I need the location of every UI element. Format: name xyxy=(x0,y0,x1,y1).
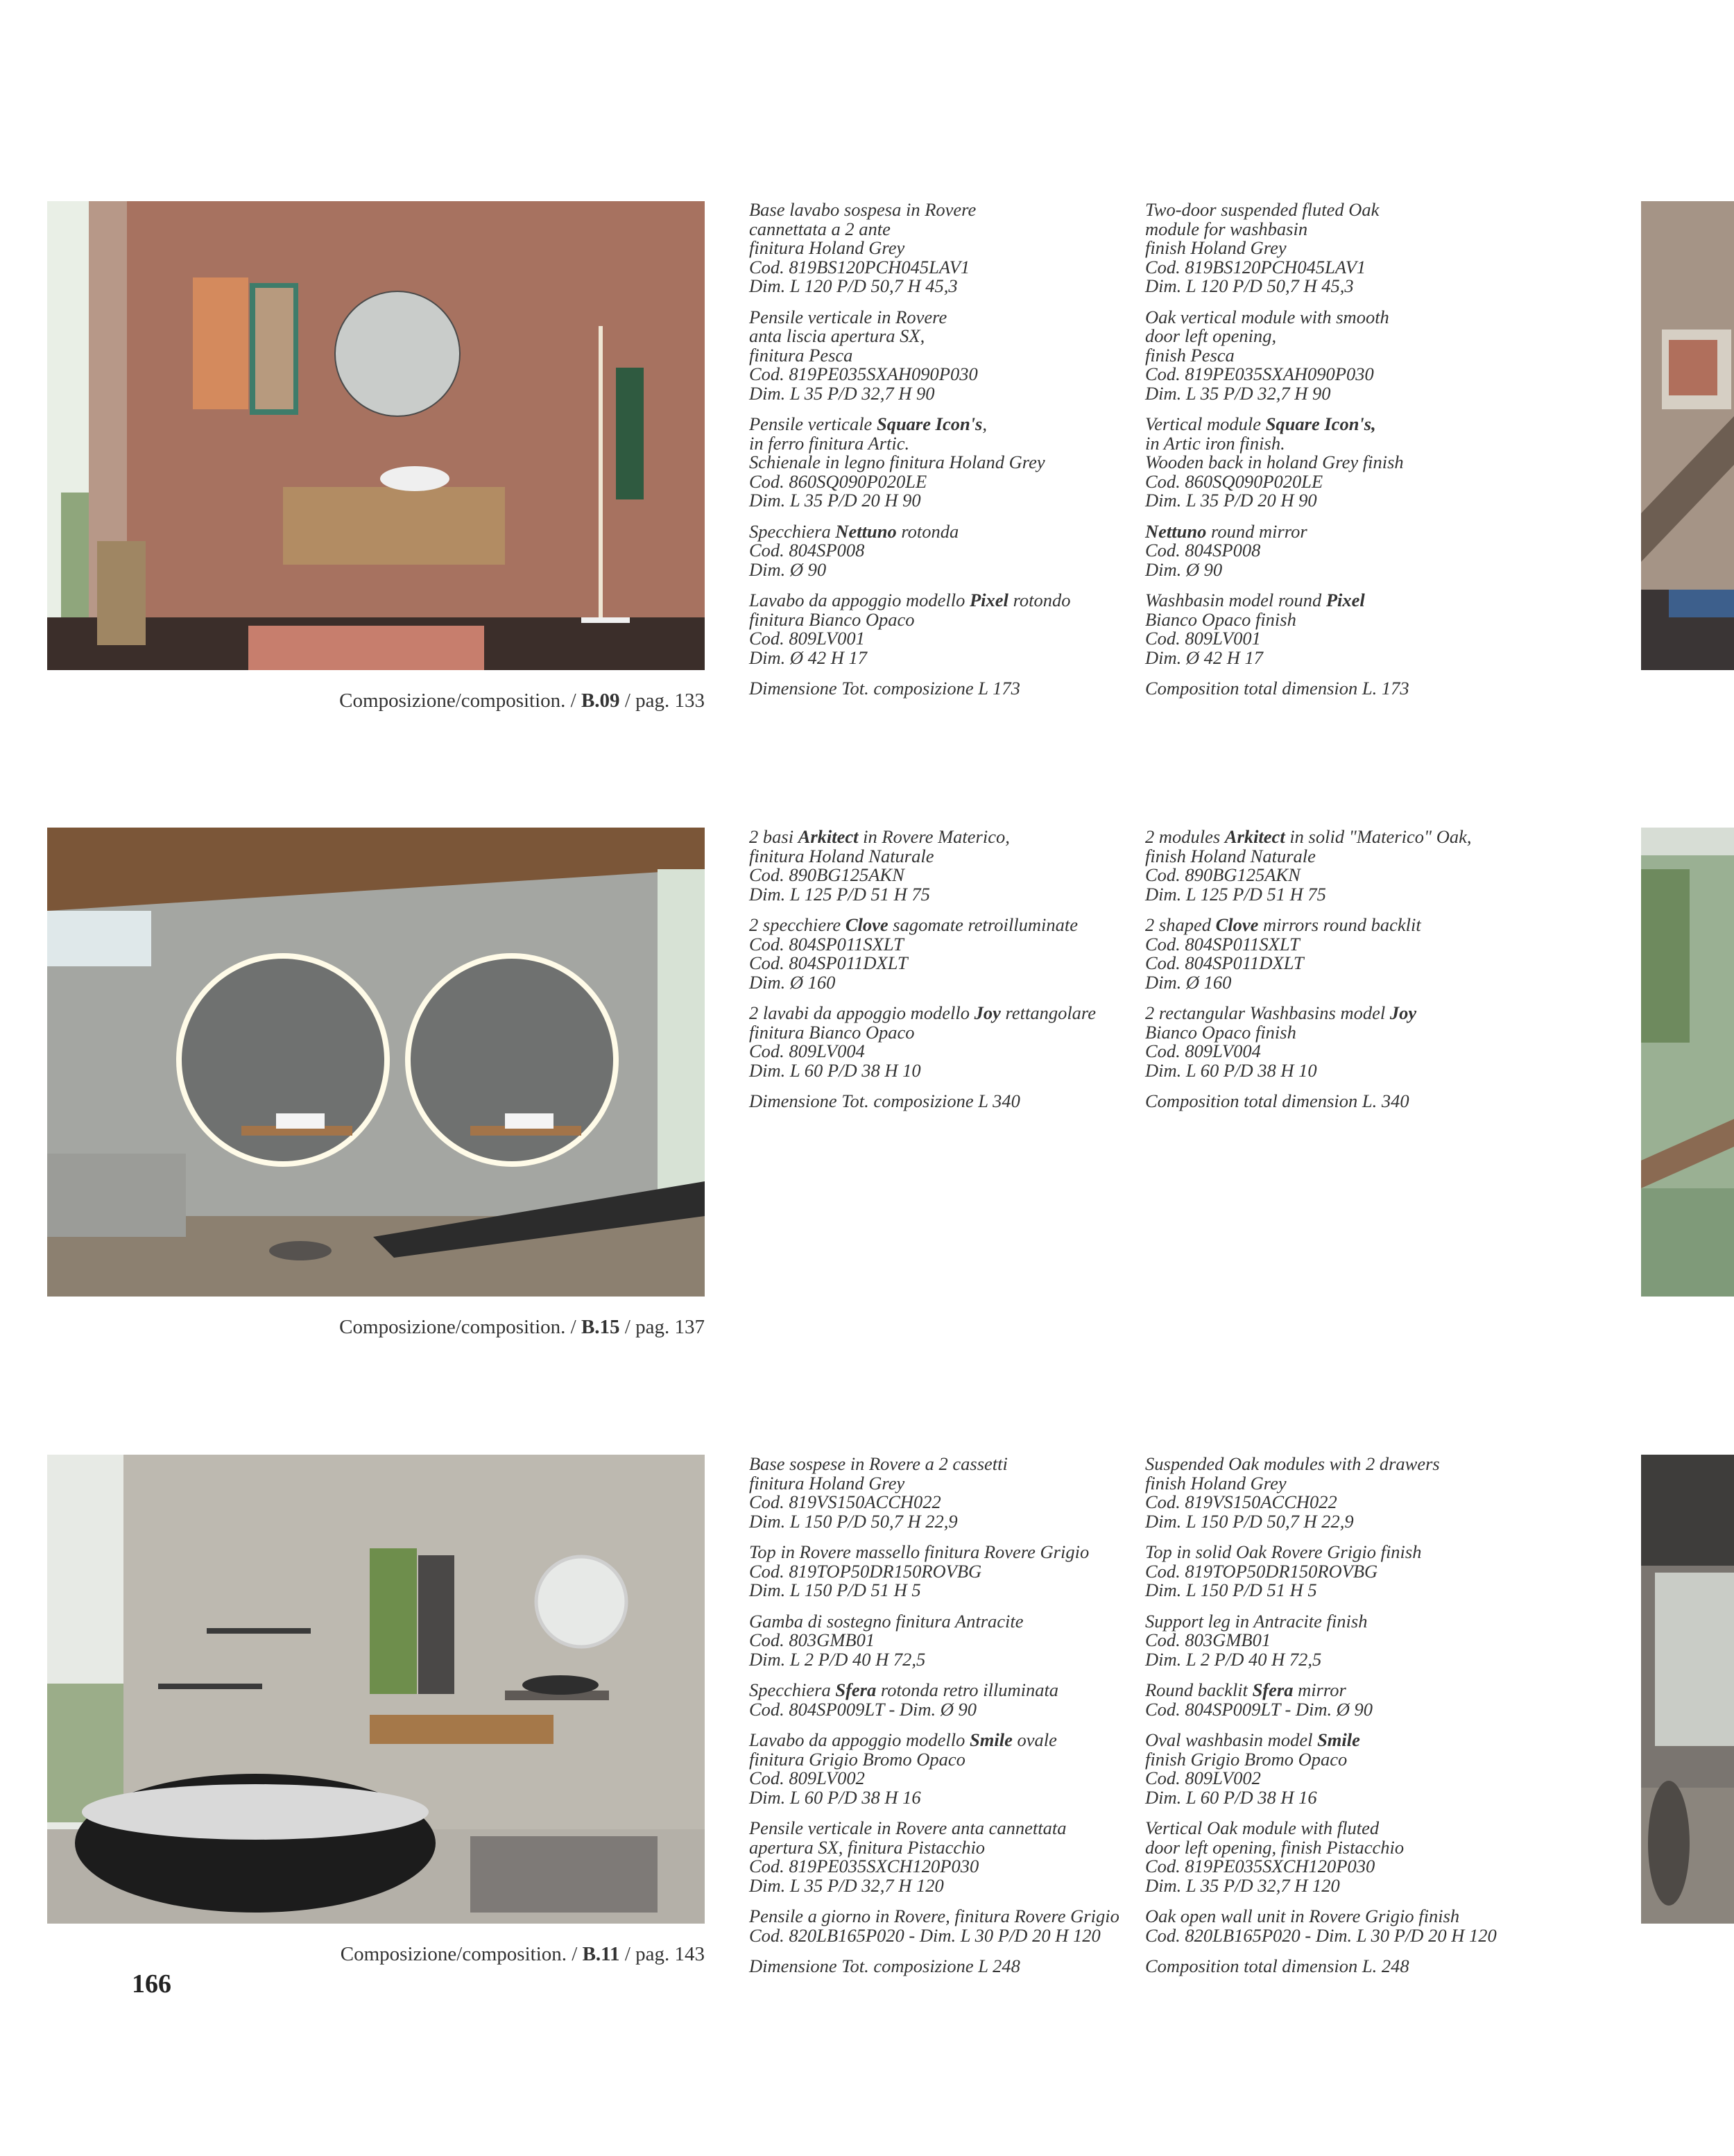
text-it-b15 xyxy=(749,828,1138,1111)
spec-text: Washbasin model round xyxy=(1145,590,1326,610)
spec-line xyxy=(1145,1004,1534,1023)
spec-line: Cod. 804SP009LT - Dim. Ø 90 xyxy=(1145,1698,1373,1720)
product-name: Pixel xyxy=(1325,590,1365,610)
spec-text: rotonda retro illuminata xyxy=(876,1679,1059,1700)
spec-block xyxy=(749,1907,1138,1945)
text-en-b15 xyxy=(1145,828,1534,1111)
spec-line: Cod. 820LB165P020 - Dim. L 30 P/D 20 H 120 xyxy=(749,1924,1101,1946)
spec-line: Cod. 860SQ090P020LE xyxy=(1145,470,1323,492)
spec-line: Suspended Oak modules with 2 drawers xyxy=(1145,1453,1440,1474)
spec-block xyxy=(1145,415,1534,511)
spec-line: Top in Rovere massello finitura Rovere Grigio xyxy=(749,1541,1090,1562)
spec-text: Oval washbasin model xyxy=(1145,1729,1318,1750)
spec-text: Specchiera xyxy=(749,520,836,542)
spec-line: Oak vertical module with smooth xyxy=(1145,306,1389,327)
spec-text: mirrors round backlit xyxy=(1258,914,1421,935)
spec-line xyxy=(749,591,1138,610)
spec-block xyxy=(749,1681,1138,1719)
spec-line: finitura Holand Naturale xyxy=(749,845,934,866)
caption-code: B.11 xyxy=(582,1943,620,1965)
spec-line: finish Holand Grey xyxy=(1145,1472,1287,1494)
caption-b15 xyxy=(28,1316,705,1339)
spec-line xyxy=(749,1731,1138,1750)
text-it-b09 xyxy=(749,200,1138,699)
spec-line: Cod. 819TOP50DR150ROVBG xyxy=(1145,1560,1378,1582)
spec-block xyxy=(1145,1004,1534,1080)
spec-line: Dim. L 60 P/D 38 H 16 xyxy=(1145,1786,1317,1808)
photo-sliver-2 xyxy=(1641,828,1734,1297)
caption-code: B.15 xyxy=(581,1316,620,1338)
spec-line xyxy=(1145,1731,1534,1750)
caption-b11 xyxy=(28,1943,705,1966)
spec-line: Top in solid Oak Rovere Grigio finish xyxy=(1145,1541,1422,1562)
product-name: Nettuno xyxy=(835,520,897,542)
spec-line: Dim. L 60 P/D 38 H 10 xyxy=(1145,1059,1317,1081)
spec-line: finish Holand Naturale xyxy=(1145,845,1316,866)
spec-line xyxy=(749,916,1138,935)
product-name: Sfera xyxy=(835,1679,877,1700)
spec-line: Cod. 804SP011DXLT xyxy=(1145,952,1304,973)
spec-block xyxy=(1145,1612,1534,1670)
spec-line: Cod. 809LV004 xyxy=(749,1041,865,1061)
spec-line: Dim. L 150 P/D 50,7 H 22,9 xyxy=(749,1510,958,1532)
spec-line: Dim. L 2 P/D 40 H 72,5 xyxy=(749,1648,926,1670)
spec-line: Cod. 809LV002 xyxy=(749,1768,865,1788)
spec-line xyxy=(749,522,1138,542)
spec-line: Cod. 819TOP50DR150ROVBG xyxy=(749,1560,982,1582)
spec-line xyxy=(749,415,1138,434)
caption-suffix: / pag. 137 xyxy=(619,1316,705,1338)
spec-line: Dim. L 35 P/D 32,7 H 120 xyxy=(1145,1874,1340,1896)
photo-composition-b11 xyxy=(47,1455,705,1924)
caption-b09 xyxy=(28,690,705,712)
spec-block xyxy=(1145,522,1534,580)
spec-line: finitura Holand Grey xyxy=(749,1472,905,1494)
spec-line: finitura Pesca xyxy=(749,344,853,366)
spec-line: Cod. 819BS120PCH045LAV1 xyxy=(1145,256,1366,277)
spec-block xyxy=(1145,591,1534,667)
total-dimension: Composition total dimension L. 173 xyxy=(1145,678,1409,699)
spec-line: Bianco Opaco finish xyxy=(1145,608,1296,630)
total-dimension: Composition total dimension L. 340 xyxy=(1145,1090,1409,1111)
spec-line: Dim. L 125 P/D 51 H 75 xyxy=(749,883,930,905)
spec-line: Cod. 890BG125AKN xyxy=(749,864,904,885)
spec-line: Dim. L 35 P/D 32,7 H 90 xyxy=(749,382,935,404)
spec-line: Dim. Ø 160 xyxy=(1145,971,1232,993)
spec-text: 2 shaped xyxy=(1145,914,1216,935)
spec-line: Dim. Ø 42 H 17 xyxy=(749,647,868,668)
page-number: 166 xyxy=(132,1969,171,1999)
spec-block xyxy=(749,916,1138,992)
spec-text: in solid "Materico" Oak, xyxy=(1285,826,1472,847)
spec-line: Dim. L 150 P/D 51 H 5 xyxy=(749,1580,921,1600)
spec-block xyxy=(749,200,1138,296)
spec-line xyxy=(1145,415,1534,434)
photo-composition-b09 xyxy=(47,201,705,670)
spec-line: finitura Grigio Bromo Opaco xyxy=(749,1748,965,1770)
spec-line: finish Holand Grey xyxy=(1145,237,1287,258)
spec-line: module for washbasin xyxy=(1145,218,1308,239)
spec-line: Dim. L 60 P/D 38 H 10 xyxy=(749,1059,921,1081)
spec-line: Cod. 804SP008 xyxy=(749,540,865,561)
spec-line: Cod. 860SQ090P020LE xyxy=(749,470,927,492)
product-name: Clove xyxy=(845,914,889,935)
spec-block xyxy=(749,1819,1138,1895)
spec-block xyxy=(749,1612,1138,1670)
caption-prefix: Composizione/composition. / xyxy=(339,690,581,712)
spec-block xyxy=(1145,1455,1534,1531)
photo-sliver-3 xyxy=(1641,1455,1734,1924)
spec-line: Two-door suspended fluted Oak xyxy=(1145,199,1380,220)
text-en-b11 xyxy=(1145,1455,1534,1976)
spec-line: Cod. 804SP009LT - Dim. Ø 90 xyxy=(749,1698,977,1720)
spec-line xyxy=(1145,591,1534,610)
spec-line: Cod. 809LV004 xyxy=(1145,1041,1261,1061)
spec-line xyxy=(749,828,1138,847)
spec-line: Wooden back in holand Grey finish xyxy=(1145,452,1404,472)
spec-line: Base sospese in Rovere a 2 cassetti xyxy=(749,1453,1008,1474)
spec-line: Pensile verticale in Rovere xyxy=(749,306,947,327)
spec-block xyxy=(749,591,1138,667)
spec-line: apertura SX, finitura Pistacchio xyxy=(749,1836,986,1858)
spec-text: 2 specchiere xyxy=(749,914,845,935)
spec-line: finish Pesca xyxy=(1145,344,1235,366)
spec-text: 2 rectangular Washbasins model xyxy=(1145,1002,1390,1023)
spec-line: anta liscia apertura SX, xyxy=(749,325,925,346)
spec-text: rotonda xyxy=(896,520,959,542)
spec-line: in ferro finitura Artic. xyxy=(749,432,910,454)
spec-line: Pensile verticale in Rovere anta cannettata xyxy=(749,1817,1067,1838)
spec-line: cannettata a 2 ante xyxy=(749,218,891,239)
product-name: Smile xyxy=(1317,1729,1360,1750)
total-dimension: Dimensione Tot. composizione L 173 xyxy=(749,678,1020,699)
total-dimension: Dimensione Tot. composizione L 248 xyxy=(749,1956,1020,1976)
spec-block xyxy=(749,522,1138,580)
spec-line: Cod. 819PE035SXCH120P030 xyxy=(1145,1856,1375,1876)
spec-block xyxy=(749,415,1138,511)
spec-line: Cod. 804SP011SXLT xyxy=(749,933,904,955)
text-en-b09 xyxy=(1145,200,1534,699)
spec-line xyxy=(1145,1681,1534,1700)
spec-line: Bianco Opaco finish xyxy=(1145,1021,1296,1043)
product-name: Joy xyxy=(974,1002,1001,1023)
spec-line xyxy=(1145,916,1534,935)
caption-code: B.09 xyxy=(581,690,620,712)
total-dimension: Dimensione Tot. composizione L 340 xyxy=(749,1090,1020,1111)
spec-line: finish Grigio Bromo Opaco xyxy=(1145,1748,1348,1770)
spec-line: finitura Bianco Opaco xyxy=(749,1021,915,1043)
text-it-b11 xyxy=(749,1455,1138,1976)
spec-block xyxy=(1145,200,1534,296)
spec-line: Cod. 809LV001 xyxy=(749,628,865,649)
spec-line: Dim. L 150 P/D 51 H 5 xyxy=(1145,1580,1317,1600)
spec-line: in Artic iron finish. xyxy=(1145,432,1285,454)
spec-block xyxy=(749,1455,1138,1531)
spec-line: Dim. L 60 P/D 38 H 16 xyxy=(749,1786,921,1808)
caption-suffix: / pag. 143 xyxy=(619,1943,705,1965)
product-name: Arkitect xyxy=(1224,826,1285,847)
spec-block xyxy=(749,1731,1138,1807)
caption-prefix: Composizione/composition. / xyxy=(339,1316,581,1338)
product-name: Joy xyxy=(1389,1002,1417,1023)
spec-block xyxy=(749,828,1138,904)
spec-line: Cod. 819PE035SXAH090P030 xyxy=(1145,363,1374,384)
spec-line: Cod. 804SP008 xyxy=(1145,540,1261,561)
spec-text: round mirror xyxy=(1206,520,1307,542)
product-name: Square Icon's, xyxy=(1265,413,1376,434)
spec-line: Dim. Ø 90 xyxy=(1145,558,1223,580)
product-name: Clove xyxy=(1215,914,1259,935)
spec-block xyxy=(749,1004,1138,1080)
spec-line xyxy=(749,1681,1138,1700)
spec-line: finitura Holand Grey xyxy=(749,237,905,258)
spec-line: Vertical Oak module with fluted xyxy=(1145,1817,1380,1838)
spec-line: Cod. 819VS150ACCH022 xyxy=(749,1491,941,1512)
spec-text: mirror xyxy=(1293,1679,1346,1700)
spec-text: Round backlit xyxy=(1145,1679,1253,1700)
photo-composition-b15 xyxy=(47,828,705,1297)
spec-text: in Rovere Materico, xyxy=(858,826,1010,847)
spec-line: Dim. L 35 P/D 32,7 H 90 xyxy=(1145,382,1331,404)
spec-line: Cod. 819VS150ACCH022 xyxy=(1145,1491,1337,1512)
caption-suffix: / pag. 133 xyxy=(619,690,705,712)
spec-line: door left opening, finish Pistacchio xyxy=(1145,1836,1405,1858)
spec-line xyxy=(749,1004,1138,1023)
spec-block xyxy=(1145,308,1534,404)
spec-text: ovale xyxy=(1012,1729,1057,1750)
spec-block xyxy=(1145,916,1534,992)
spec-text: rettangolare xyxy=(1000,1002,1097,1023)
spec-line: Dim. L 35 P/D 20 H 90 xyxy=(749,490,921,511)
spec-block xyxy=(1145,828,1534,904)
spec-block xyxy=(1145,1681,1534,1719)
spec-line: Cod. 803GMB01 xyxy=(1145,1629,1271,1650)
spec-block xyxy=(1145,1543,1534,1600)
spec-line: finitura Bianco Opaco xyxy=(749,608,915,630)
spec-line xyxy=(1145,828,1534,847)
spec-line: Dim. L 2 P/D 40 H 72,5 xyxy=(1145,1648,1322,1670)
product-name: Nettuno xyxy=(1145,520,1207,542)
total-dimension: Composition total dimension L. 248 xyxy=(1145,1956,1409,1976)
photo-sliver-1 xyxy=(1641,201,1734,670)
spec-line: Dim. Ø 90 xyxy=(749,558,827,580)
spec-line: Cod. 809LV001 xyxy=(1145,628,1261,649)
spec-text: Lavabo da appoggio modello xyxy=(749,590,970,610)
spec-block xyxy=(1145,1907,1534,1945)
spec-line: Cod. 804SP011DXLT xyxy=(749,952,908,973)
spec-text: 2 lavabi da appoggio modello xyxy=(749,1002,975,1023)
spec-line: Cod. 819PE035SXCH120P030 xyxy=(749,1856,979,1876)
product-name: Smile xyxy=(970,1729,1013,1750)
spec-line: Dim. Ø 42 H 17 xyxy=(1145,647,1264,668)
spec-text: Specchiera xyxy=(749,1679,836,1700)
spec-line: Dim. L 35 P/D 20 H 90 xyxy=(1145,490,1317,511)
spec-text: Vertical module xyxy=(1145,413,1266,434)
spec-text: Pensile verticale xyxy=(749,413,877,434)
spec-line: Cod. 890BG125AKN xyxy=(1145,864,1300,885)
product-name: Arkitect xyxy=(798,826,859,847)
spec-block xyxy=(1145,1731,1534,1807)
spec-line: Cod. 804SP011SXLT xyxy=(1145,933,1300,955)
spec-line: Dim. L 120 P/D 50,7 H 45,3 xyxy=(749,275,958,296)
product-name: Sfera xyxy=(1252,1679,1294,1700)
product-name: Pixel xyxy=(970,590,1008,610)
spec-line: Support leg in Antracite finish xyxy=(1145,1610,1368,1632)
spec-line: Gamba di sostegno finitura Antracite xyxy=(749,1610,1024,1632)
spec-line: Schienale in legno finitura Holand Grey xyxy=(749,452,1045,472)
spec-block xyxy=(749,308,1138,404)
caption-prefix: Composizione/composition. / xyxy=(340,1943,583,1965)
spec-block xyxy=(1145,1819,1534,1895)
spec-line: Pensile a giorno in Rovere, finitura Rovere Grigio xyxy=(749,1906,1119,1926)
spec-block xyxy=(749,1543,1138,1600)
spec-line: Dim. L 150 P/D 50,7 H 22,9 xyxy=(1145,1510,1354,1532)
spec-text: , xyxy=(982,413,987,434)
spec-text: 2 modules xyxy=(1145,826,1225,847)
spec-line: Base lavabo sospesa in Rovere xyxy=(749,199,977,220)
spec-line: Cod. 819BS120PCH045LAV1 xyxy=(749,256,970,277)
spec-line: Cod. 803GMB01 xyxy=(749,1629,875,1650)
spec-text: Lavabo da appoggio modello xyxy=(749,1729,970,1750)
spec-text: 2 basi xyxy=(749,826,798,847)
spec-line: Cod. 820LB165P020 - Dim. L 30 P/D 20 H 120 xyxy=(1145,1924,1497,1946)
spec-line: Cod. 809LV002 xyxy=(1145,1768,1261,1788)
spec-line xyxy=(1145,522,1534,542)
spec-line: Dim. L 35 P/D 32,7 H 120 xyxy=(749,1874,944,1896)
spec-line: Oak open wall unit in Rovere Grigio finish xyxy=(1145,1906,1460,1926)
spec-line: door left opening, xyxy=(1145,325,1277,346)
spec-text: sagomate retroilluminate xyxy=(888,914,1078,935)
spec-text: rotondo xyxy=(1008,590,1071,610)
product-name: Square Icon's xyxy=(876,413,983,434)
spec-line: Dim. L 125 P/D 51 H 75 xyxy=(1145,883,1326,905)
spec-line: Cod. 819PE035SXAH090P030 xyxy=(749,363,978,384)
spec-line: Dim. L 120 P/D 50,7 H 45,3 xyxy=(1145,275,1354,296)
spec-line: Dim. Ø 160 xyxy=(749,971,836,993)
